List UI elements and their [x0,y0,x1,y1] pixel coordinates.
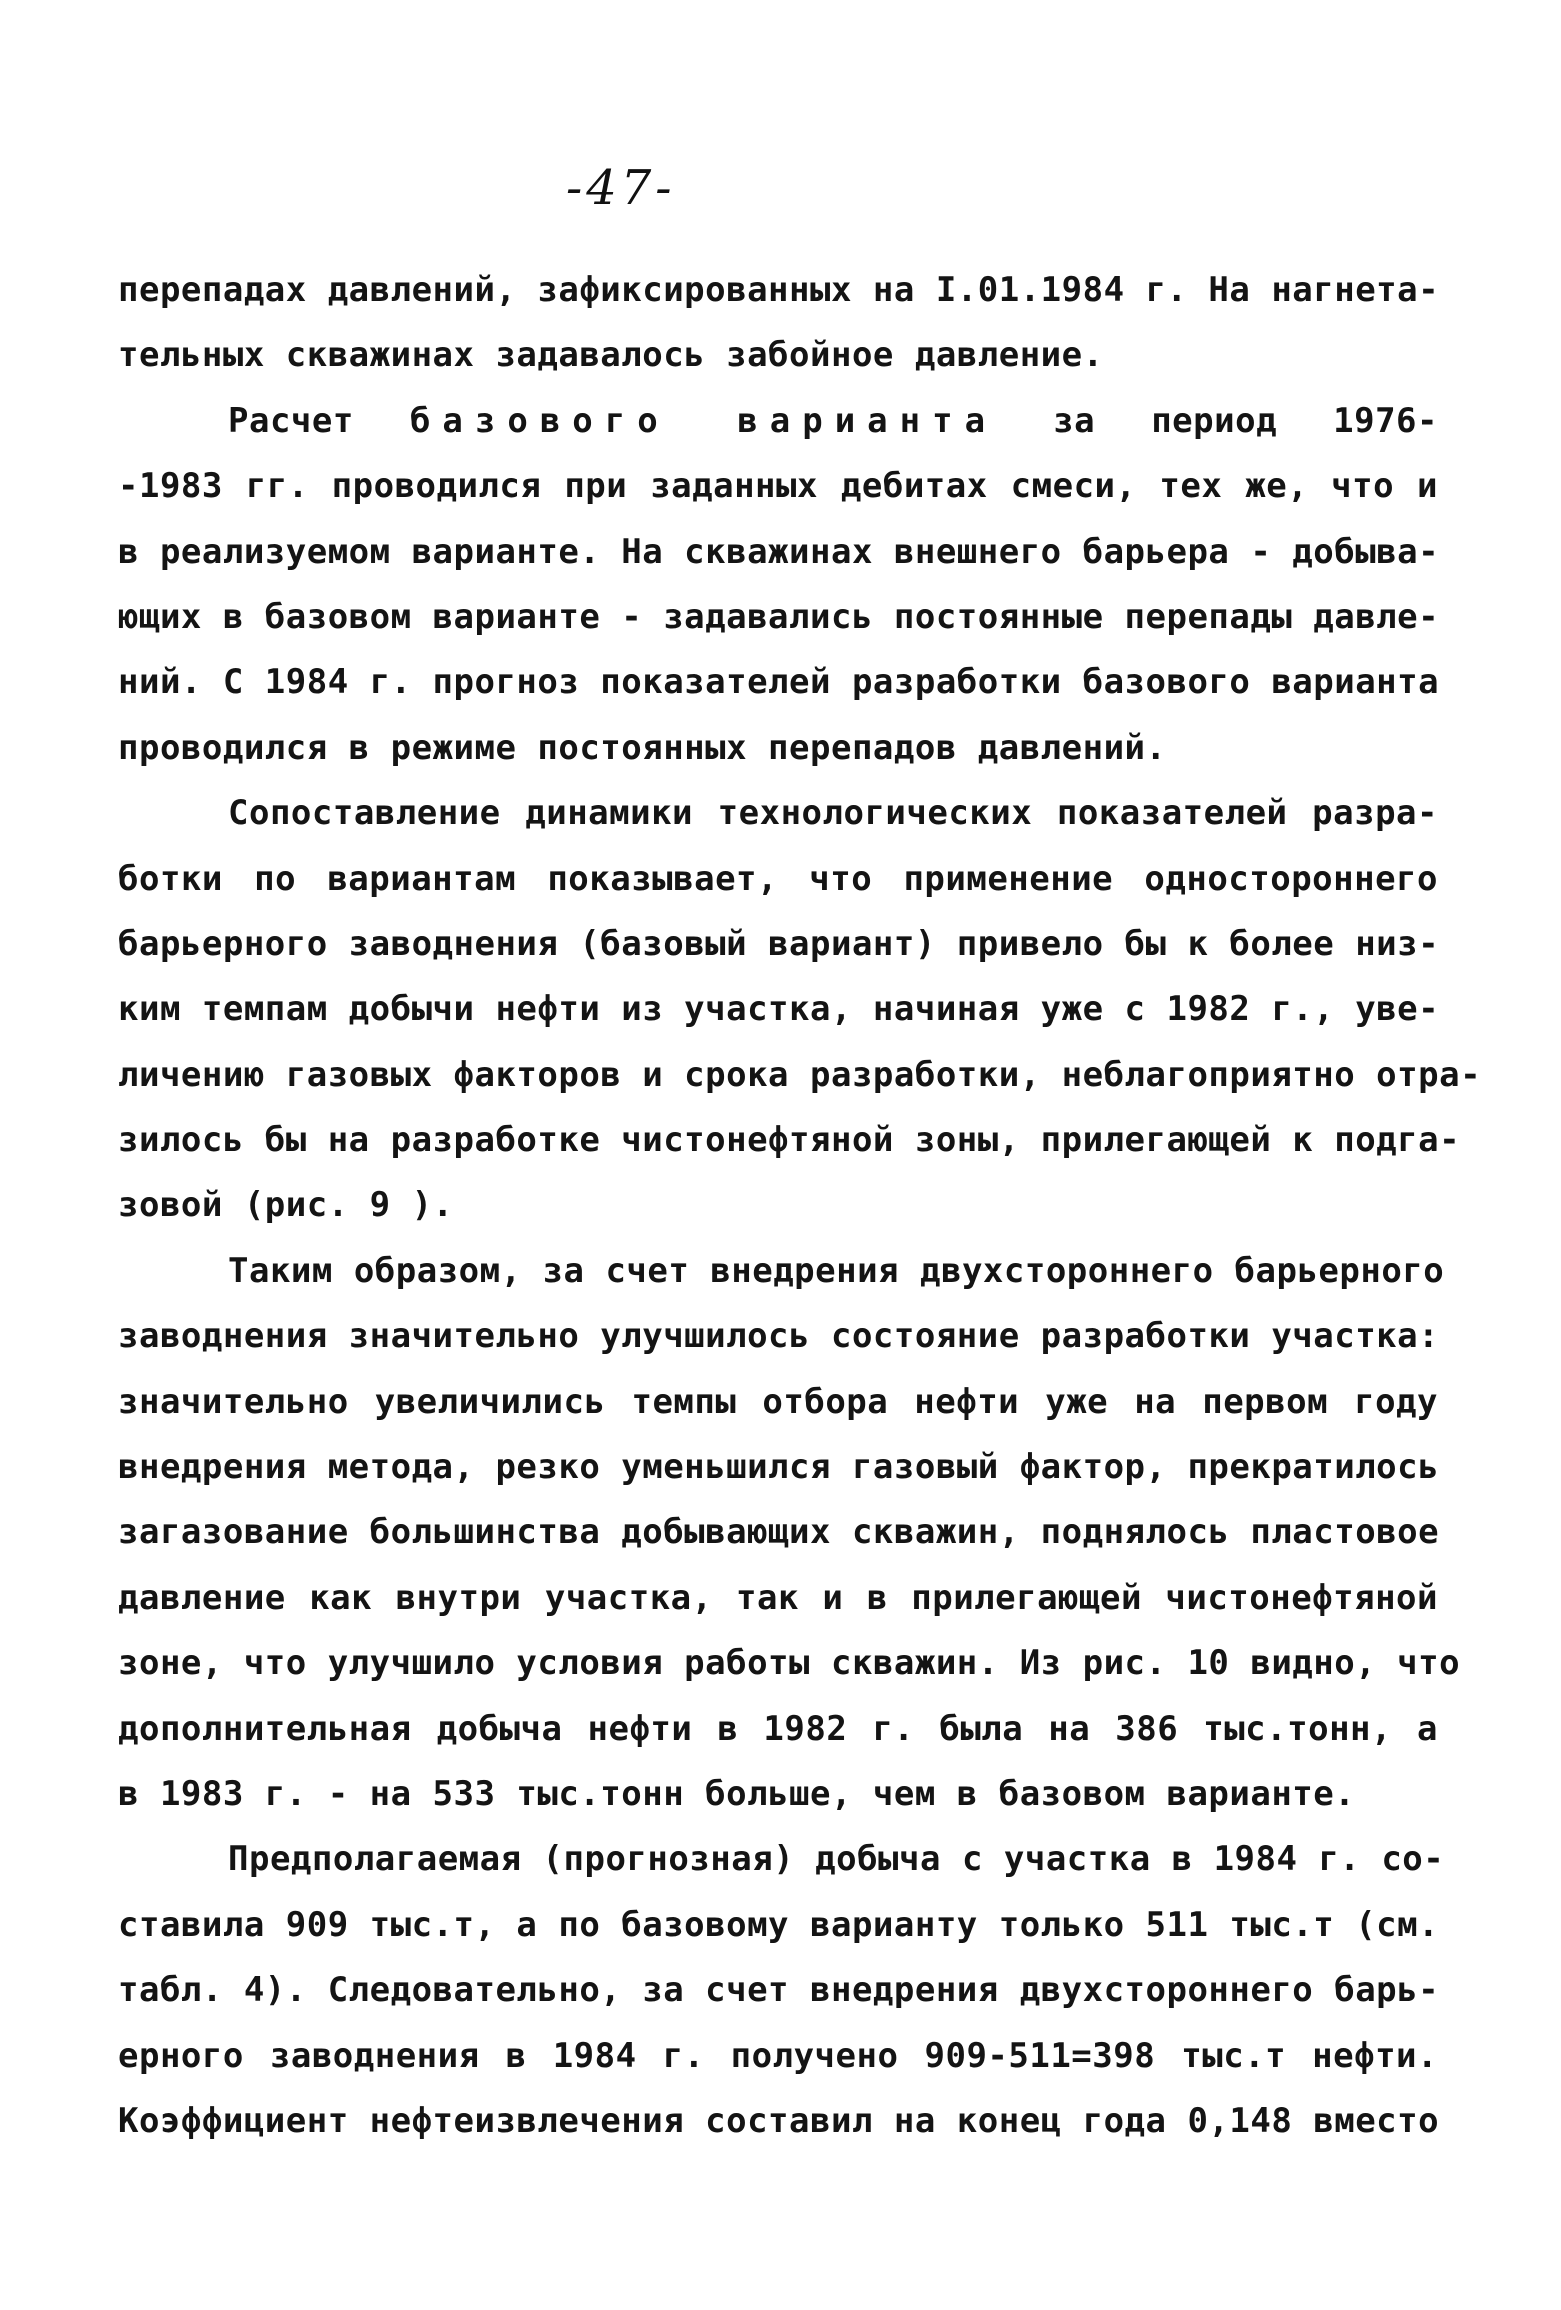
text-line: заводнения значительно улучшилось состояние разработки участка: [118,1316,1440,1357]
text-line: зовой (рис. 9 ). [118,1185,454,1226]
text-line: ерного заводнения в 1984 г. получено 909-511=398 тыс.т нефти. [118,2035,1438,2076]
text-line: Предполагаемая (прогнозная) добыча с участка в 1984 г. со- [228,1839,1445,1880]
text-line: барьерного заводнения (базовый вариант) привело бы к более низ- [118,923,1440,964]
text-line: зоне, что улучшило условия работы скважин. Из рис. 10 видно, что [118,1643,1461,1684]
text-line: ющих в базовом варианте - задавались постоянные перепады давле- [118,596,1440,637]
page-number: -47- [566,160,676,216]
text-line: табл. 4). Следовательно, за счет внедрения двухстороннего барь- [118,1970,1440,2011]
text-line: перепадах давлений, зафиксированных на I.01.1984 г. На нагнета- [118,270,1440,310]
text-line: зилось бы на разработке чистонефтяной зоны, прилегающей к подга- [118,1120,1461,1161]
text-line: загазование большинства добывающих скважин, поднялось пластовое [118,1512,1440,1553]
text-line: ботки по вариантам показывает, что применение одностороннего [118,858,1438,899]
text-line: давление как внутри участка, так и в прилегающей чистонефтяной [118,1577,1438,1618]
text-line: личению газовых факторов и срока разработки, неблагоприятно отра- [118,1054,1482,1095]
text-line: в 1983 г. - на 533 тыс.тонн больше, чем в базовом варианте. [118,1773,1356,1814]
text-line: в реализуемом варианте. На скважинах внешнего барьера - добыва- [118,531,1440,572]
emphasized-term: базового варианта [409,400,998,441]
text-line: значительно увеличились темпы отбора нефти уже на первом году [118,1381,1438,1422]
text-line: Таким образом, за счет внедрения двухстороннего барьерного [228,1250,1445,1291]
text-line: внедрения метода, резко уменьшился газовый фактор, прекратилось [118,1447,1440,1488]
text-line: ний. С 1984 г. прогноз показателей разработки базового варианта [118,662,1440,703]
text-line: ким темпам добычи нефти из участка, начиная уже с 1982 г., уве- [118,989,1440,1030]
text-line: проводился в режиме постоянных перепадов давлений. [118,727,1167,768]
text-line: ставила 909 тыс.т, а по базовому варианту только 511 тыс.т (см. [118,1904,1440,1945]
typewritten-text-body [118,258,1482,2154]
text-line: тельных скважинах задавалось забойное давление. [118,335,1104,376]
text-line: -1983 гг. проводился при заданных дебитах смеси, тех же, что и [118,466,1438,507]
text-line: Расчет базового варианта за период 1976- [228,400,1438,441]
text-line: дополнительная добыча нефти в 1982 г. была на 386 тыс.тонн, а [118,1708,1438,1749]
text-line: Коэффициент нефтеизвлечения составил на конец года 0,148 вместо [118,2100,1440,2141]
text-line: Сопоставление динамики технологических показателей разра- [228,793,1438,834]
